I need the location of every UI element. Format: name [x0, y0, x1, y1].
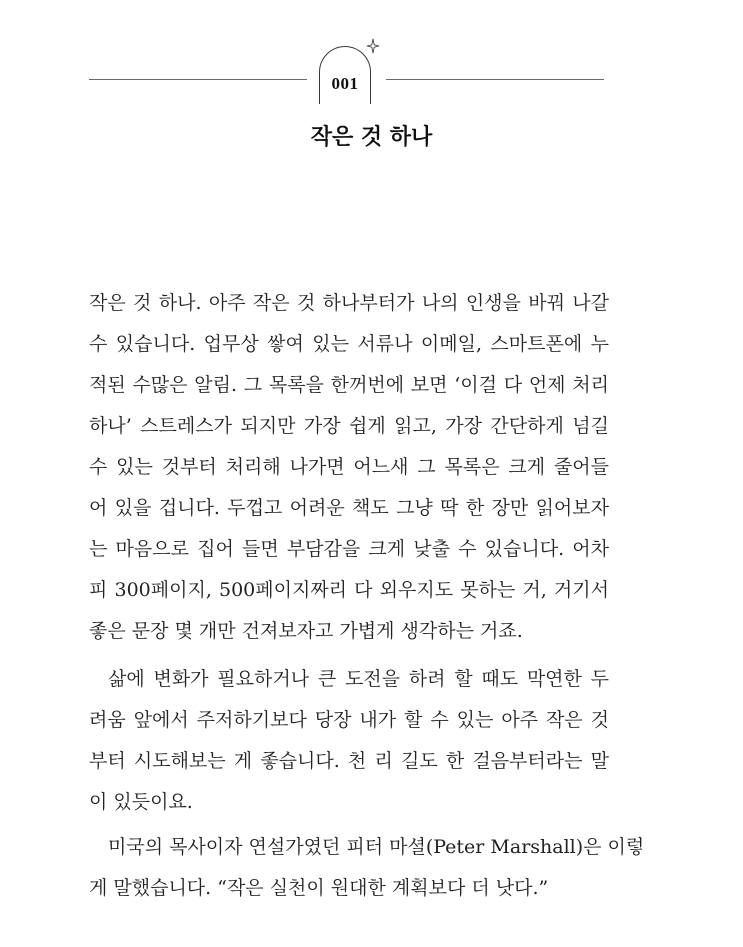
- body-line: 수 있습니다. 업무상 쌓여 있는 서류나 이메일, 스마트폰에 누: [89, 333, 609, 355]
- body-line: 이 있듯이요.: [89, 791, 193, 813]
- sparkle-icon: [366, 38, 380, 54]
- body-line: 부터 시도해보는 게 좋습니다. 천 리 길도 한 걸음부터라는 말: [89, 750, 609, 772]
- body-text: [89, 283, 645, 909]
- body-line: 려움 앞에서 주저하기보다 당장 내가 할 수 있는 아주 작은 것: [89, 709, 609, 731]
- body-line: 작은 것 하나. 아주 작은 것 하나부터가 나의 인생을 바꿔 나갈: [89, 292, 609, 314]
- chapter-header: [0, 0, 743, 110]
- chapter-number: 001: [331, 74, 359, 93]
- body-line: 피 300페이지, 500페이지짜리 다 외우지도 못하는 거, 거기서: [89, 579, 609, 601]
- body-line: 게 말했습니다. “작은 실천이 원대한 계획보다 더 낫다.”: [89, 877, 549, 899]
- body-line: 미국의 목사이자 연설가였던 피터 마셜(Peter Marshall)은 이렇: [108, 836, 645, 858]
- body-line: 는 마음으로 집어 들면 부담감을 크게 낮출 수 있습니다. 어차: [89, 538, 609, 560]
- body-line: 어 있을 겁니다. 두껍고 어려운 책도 그냥 딱 한 장만 읽어보자: [89, 497, 609, 519]
- header-rule-right: [386, 79, 604, 80]
- body-line: 하나’ 스트레스가 되지만 가장 쉽게 읽고, 가장 간단하게 넘길: [89, 415, 609, 437]
- body-line: 삶에 변화가 필요하거나 큰 도전을 하려 할 때도 막연한 두: [108, 668, 609, 690]
- body-line: 수 있는 것부터 처리해 나가면 어느새 그 목록은 크게 줄어들: [89, 456, 609, 478]
- body-line: 적된 수많은 알림. 그 목록을 한꺼번에 보면 ‘이걸 다 언제 처리: [89, 374, 609, 396]
- body-line: 좋은 문장 몇 개만 건져보자고 가볍게 생각하는 거죠.: [89, 620, 523, 642]
- chapter-title: 작은 것 하나: [310, 125, 433, 150]
- header-rule-left: [89, 79, 307, 80]
